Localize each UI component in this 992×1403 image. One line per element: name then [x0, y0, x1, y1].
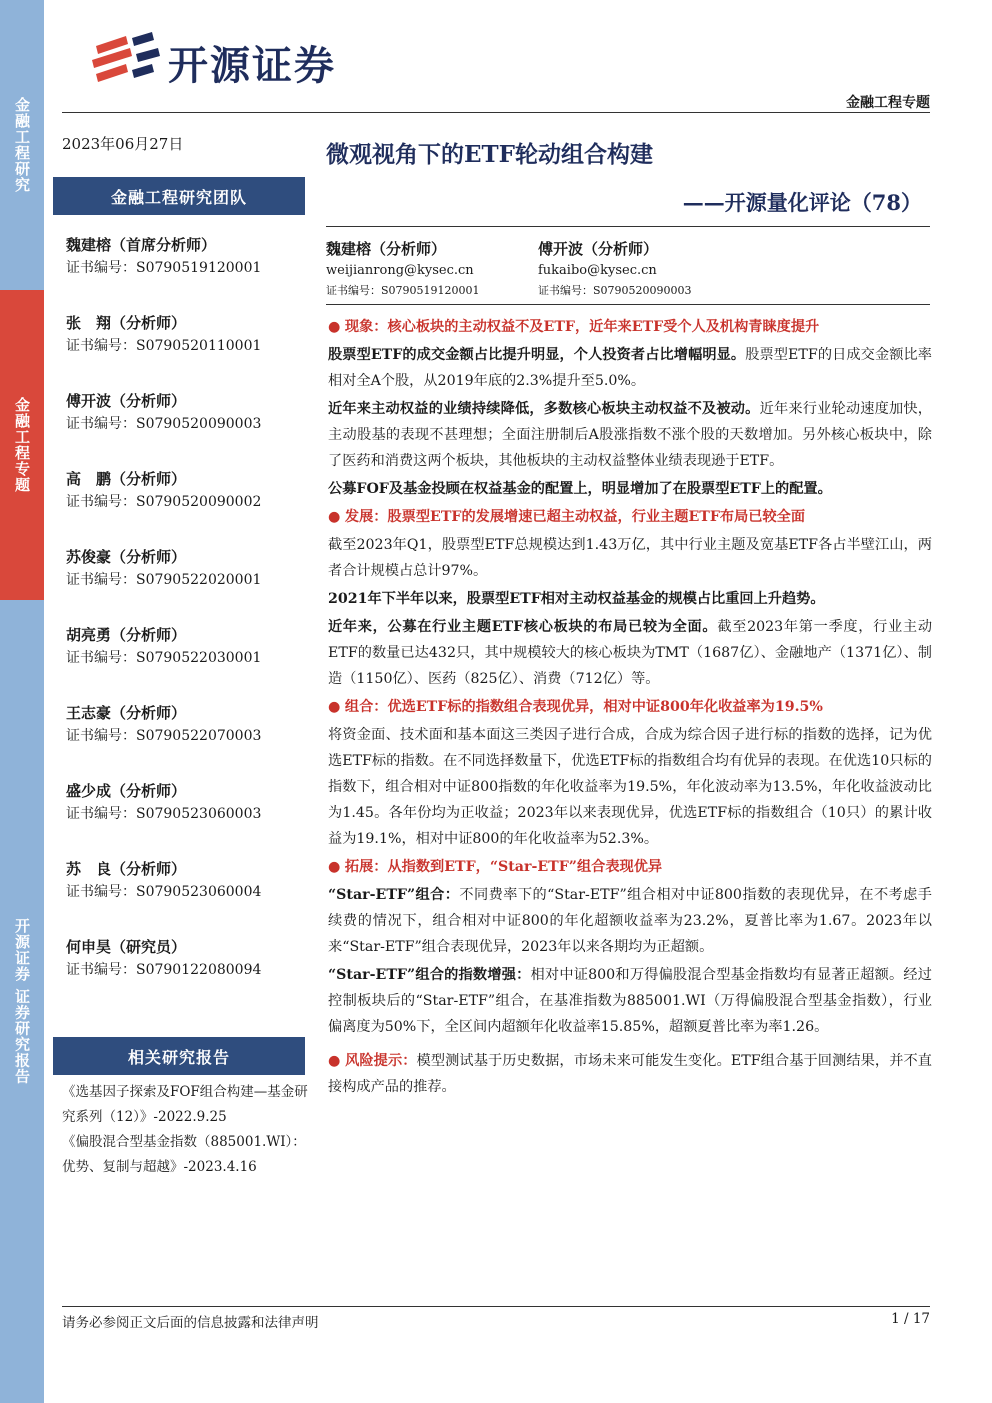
analyst-divider [326, 226, 930, 227]
team-banner: 金融工程研究团队 [53, 177, 305, 215]
analyst-cert: 证书编号：S0790520090003 [538, 284, 692, 297]
member-name: 高 鹏（分析师） [66, 470, 187, 488]
side-strip-topic [0, 290, 44, 600]
member-name: 苏 良（分析师） [66, 860, 187, 878]
list-item [66, 702, 316, 780]
analyst-card [538, 238, 692, 300]
member-cert: 证书编号：S0790523060004 [66, 884, 262, 900]
analyst-name: 魏建榕（分析师） [326, 240, 447, 258]
page-number: 1 / 17 [891, 1311, 930, 1327]
bold-lead: 股票型ETF的成交金额占比提升明显，个人投资者占比增幅明显。 [328, 347, 746, 363]
paragraph [328, 962, 932, 1040]
brand-name: 开源证券 [168, 43, 336, 89]
paragraph [328, 722, 932, 852]
bullet-icon: ● [328, 319, 341, 335]
paragraph [328, 532, 932, 584]
paragraph-text: 不同费率下的“Star-ETF”组合相对中证800指数的表现优异，在不考虑手续费的情况下，组合相对中证800的年化超额收益率为23.2%，夏普比率为1.67。2023年以来“Star-ETF”组合表现优异，2023年以来各期均为正超额。 [328, 887, 932, 955]
paragraph [328, 614, 932, 692]
paragraph-text: 近年来行业轮动速度加快，主动股基的表现不甚理想；全面注册制后A股涨指数不涨个股的天数增加。另外核心板块中，除了医药和消费这两个板块，其他板块的主动权益整体业绩表现逊于ETF。 [328, 401, 932, 469]
member-cert: 证书编号：S0790522030001 [66, 650, 262, 666]
member-name: 盛少成（分析师） [66, 782, 187, 800]
bullet-icon: ● [328, 859, 341, 875]
related-report-link[interactable]: 《选基因子探索及FOF组合构建—基金研究系列（12）》-2022.9.25 [62, 1084, 308, 1125]
paragraph-text: 截至2023年第一季度，行业主动ETF的数量已达432只，其中规模较大的核心板块为TMT（1687亿）、金融地产（1371亿）、制造（1150亿）、医药（825亿）、消费（712亿）等。 [328, 619, 933, 687]
summary-body [328, 314, 932, 1102]
paragraph-text: 将资金面、技术面和基本面这三类因子进行合成，合成为综合因子进行标的指数的选择，记为优选ETF标的指数。在不同选择数量下，优选ETF标的指数组合均有优异的表现。在优选10只标的指数下，组合相对中证800指数的年化收益率为19.5%，年化波动率为13.5%，年化收益波动比为1.45。各年份均为正收益；2023年以来表现优异，优选ETF标的指数组合（10只）的累计收益为19.1%，相对中证800的年化收益率为52.3%。 [328, 727, 932, 847]
analyst-card [326, 238, 480, 300]
member-name: 张 翔（分析师） [66, 314, 187, 332]
section-heading [328, 314, 932, 340]
paragraph-text: 模型测试基于历史数据，市场未来可能发生变化。ETF组合基于回测结果，并不直接构成产品的推荐。 [328, 1053, 932, 1095]
header-divider [62, 112, 930, 113]
heading-text: 发展：股票型ETF的发展增速已超主动权益，行业主题ETF布局已较全面 [344, 509, 806, 525]
heading-text: 组合：优选ETF标的指数组合表现优异，相对中证800年化收益率为19.5% [344, 699, 823, 715]
member-cert: 证书编号：S0790522020001 [66, 572, 262, 588]
bold-lead: 近年来，公募在行业主题ETF核心板块的布局已较为全面。 [328, 619, 718, 635]
paragraph [328, 882, 932, 960]
report-category: 金融工程专题 [846, 95, 930, 111]
paragraph-text: 截至2023年Q1，股票型ETF总规模达到1.43万亿，其中行业主题及宽基ETF各占半壁江山，两者合计规模占总计97%。 [328, 537, 932, 579]
list-item [66, 390, 316, 468]
member-cert: 证书编号：S0790523060003 [66, 806, 262, 822]
member-cert: 证书编号：S0790122080094 [66, 962, 262, 978]
member-name: 苏俊豪（分析师） [66, 548, 187, 566]
report-title: 微观视角下的ETF轮动组合构建 [326, 141, 653, 168]
report-subtitle: ——开源量化评论（78） [682, 190, 922, 215]
member-cert: 证书编号：S0790522070003 [66, 728, 262, 744]
analyst-divider-bottom [326, 304, 930, 305]
member-name: 魏建榕（首席分析师） [66, 236, 217, 254]
paragraph [328, 396, 932, 474]
side-label: 金融工程研究 [13, 97, 31, 193]
related-banner: 相关研究报告 [53, 1037, 305, 1075]
analyst-name: 傅开波（分析师） [538, 240, 659, 258]
bullet-icon: ● [328, 699, 341, 715]
paragraph [328, 342, 932, 394]
list-item [66, 468, 316, 546]
bold-lead: 公募FOF及基金投顾在权益基金的配置上，明显增加了在股票型ETF上的配置。 [328, 481, 832, 497]
section-heading [328, 504, 932, 530]
member-cert: 证书编号：S0790520110001 [66, 338, 262, 354]
analyst-email[interactable]: fukaibo@kysec.cn [538, 263, 657, 278]
list-item [66, 936, 316, 1014]
paragraph [328, 476, 932, 502]
bold-lead: 2021年下半年以来，股票型ETF相对主动权益基金的规模占比重回上升趋势。 [328, 591, 825, 607]
list-item [66, 312, 316, 390]
list-item [66, 780, 316, 858]
side-label: 开源证券 证券研究报告 [13, 918, 31, 1085]
bullet-icon: ● [328, 1053, 341, 1069]
member-name: 何申昊（研究员） [66, 938, 187, 956]
section-heading [328, 854, 932, 880]
paragraph-text: 相对中证800和万得偏股混合型基金指数均有显著正超额。经过控制板块后的“Star-ETF”组合，在基准指数为885001.WI（万得偏股混合型基金指数），行业偏离度为50%下，全区间内超额年化收益率15.85%，超额夏普比率为率1.26。 [328, 967, 932, 1035]
paragraph-text: 股票型ETF的日成交金额比率相对全A个股，从2019年底的2.3%提升至5.0%。 [328, 347, 932, 389]
related-reports [62, 1080, 310, 1180]
footer-disclaimer: 请务必参阅正文后面的信息披露和法律声明 [62, 1315, 319, 1331]
related-report-link[interactable]: 《偏股混合型基金指数（885001.WI）：优势、复制与超越》-2023.4.16 [62, 1134, 306, 1175]
heading-text: 拓展：从指数到ETF，“Star-ETF”组合表现优异 [344, 859, 663, 875]
side-strip-report [0, 600, 44, 1403]
member-cert: 证书编号：S0790519120001 [66, 260, 262, 276]
member-name: 王志豪（分析师） [66, 704, 187, 722]
side-strip-research [0, 0, 44, 290]
team-list [66, 234, 316, 1014]
heading-text: 现象：核心板块的主动权益不及ETF，近年来ETF受个人及机构青睐度提升 [344, 319, 820, 335]
bold-lead: 近年来主动权益的业绩持续降低，多数核心板块主动权益不及被动。 [328, 401, 760, 417]
member-cert: 证书编号：S0790520090003 [66, 416, 262, 432]
footer-divider [62, 1306, 930, 1307]
member-cert: 证书编号：S0790520090002 [66, 494, 262, 510]
bold-lead: “Star-ETF”组合： [328, 887, 460, 903]
list-item [66, 624, 316, 702]
paragraph [328, 586, 932, 612]
analyst-email[interactable]: weijianrong@kysec.cn [326, 263, 474, 278]
heading-text: 风险提示： [345, 1053, 417, 1069]
list-item [66, 858, 316, 936]
list-item [66, 546, 316, 624]
section-heading [328, 694, 932, 720]
bullet-icon: ● [328, 509, 341, 525]
analyst-cert: 证书编号：S0790519120001 [326, 284, 480, 297]
risk-paragraph [328, 1048, 932, 1100]
bold-lead: “Star-ETF”组合的指数增强： [328, 967, 531, 983]
side-label: 金融工程专题 [13, 397, 31, 493]
member-name: 傅开波（分析师） [66, 392, 187, 410]
member-name: 胡亮勇（分析师） [66, 626, 187, 644]
report-date: 2023年06月27日 [62, 135, 184, 153]
list-item [66, 234, 316, 312]
